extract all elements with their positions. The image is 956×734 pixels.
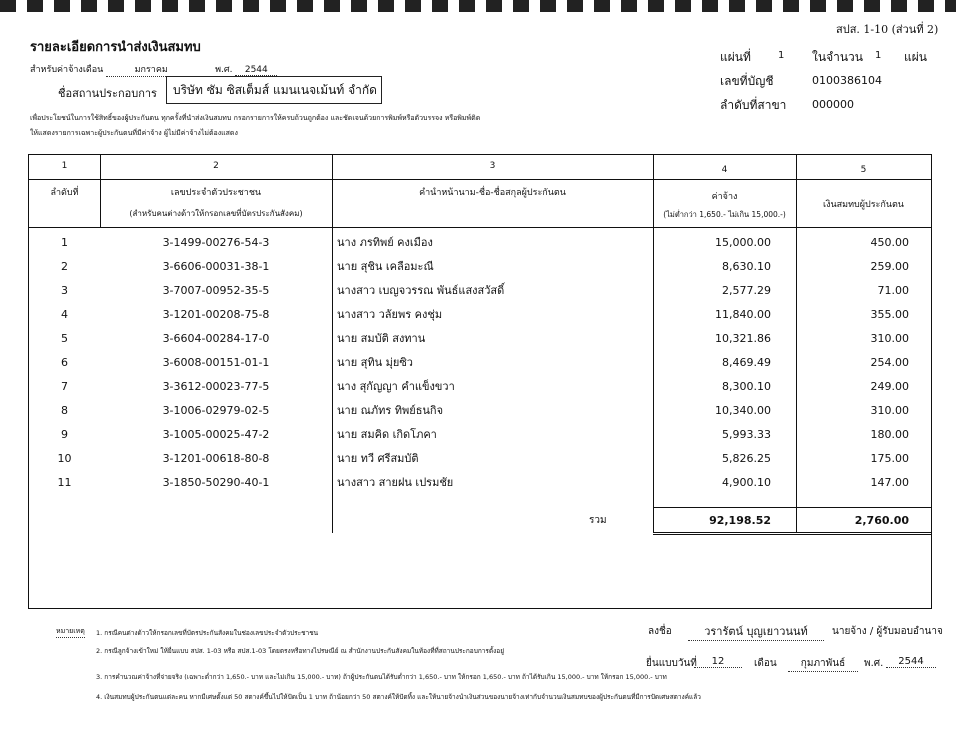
header-wage-range: (ไม่ต่ำกว่า 1,650.- ไม่เกิน 15,000.-) bbox=[663, 210, 786, 219]
row-name: นางสาว สายฝน เปรมชัย bbox=[337, 476, 454, 489]
tractor-feed-perforation bbox=[0, 0, 956, 12]
table-row bbox=[29, 279, 931, 303]
signatory-name: วรารัตน์ บุญเยาวนนท์ bbox=[688, 622, 824, 641]
row-id: 3-6606-00031-38-1 bbox=[162, 260, 270, 273]
period-month: มกราคม bbox=[106, 62, 196, 77]
row-wage: 4,900.10 bbox=[722, 476, 771, 489]
sheet-unit: แผ่น bbox=[904, 50, 927, 64]
footnote-item-1: 1. กรณีคนต่างด้าวให้กรอกเลขที่บัตรประกันสังคมในช่องเลขประจำตัวประชาชน bbox=[96, 629, 319, 637]
row-id: 3-1201-00618-80-8 bbox=[162, 452, 270, 465]
row-id: 3-3612-00023-77-5 bbox=[162, 380, 270, 393]
footnote-label: หมายเหตุ bbox=[56, 626, 85, 638]
instruction-line-2: ให้แสดงรายการเฉพาะผู้ประกันตนที่มีค่าจ้าง ผู้ไม่มีค่าจ้างไม่ต้องแสดง bbox=[30, 129, 238, 137]
header-wage: ค่าจ้าง bbox=[711, 192, 738, 202]
branch-number: 000000 bbox=[812, 98, 854, 111]
period-year-label: พ.ศ. bbox=[215, 65, 233, 75]
row-name: นางสาว เบญจวรรณ พันธ์แสงสวัสดิ์ bbox=[337, 284, 505, 297]
row-name: นาย ทวี ศรีสมบัติ bbox=[337, 452, 419, 465]
col-number-5: 5 bbox=[860, 165, 867, 175]
filing-month-label: เดือน bbox=[754, 658, 777, 669]
row-seq: 10 bbox=[57, 452, 72, 465]
col-number-1: 1 bbox=[61, 161, 68, 171]
sheet-total: 1 bbox=[875, 50, 882, 61]
filing-date-label: ยื่นแบบวันที่ bbox=[646, 658, 697, 669]
row-wage: 8,630.10 bbox=[722, 260, 771, 273]
row-id: 3-1006-02979-02-5 bbox=[162, 404, 270, 417]
form-code: สปส. 1-10 (ส่วนที่ 2) bbox=[836, 23, 939, 36]
branch-label: ลำดับที่สาขา bbox=[720, 98, 787, 112]
row-seq: 8 bbox=[61, 404, 68, 417]
row-contribution: 147.00 bbox=[870, 476, 909, 489]
row-wage: 11,840.00 bbox=[715, 308, 771, 321]
row-id: 3-1850-50290-40-1 bbox=[162, 476, 270, 489]
filing-year: 2544 bbox=[886, 656, 936, 668]
row-id: 3-1201-00208-75-8 bbox=[162, 308, 270, 321]
footnote-item-2: 2. กรณีลูกจ้างเข้าใหม่ ให้ยื่นแบบ สปส. 1-03 หรือ สปส.1-03 โดยตรงหรือทางไปรษณีย์ ณ สำนักงานประกันสังคมในท้องที่ที่สถานประกอบการตั้งอยู่ bbox=[96, 647, 505, 655]
row-wage: 10,321.86 bbox=[715, 332, 771, 345]
row-seq: 6 bbox=[61, 356, 68, 369]
period-line bbox=[30, 62, 277, 77]
row-name: นาย สมบัติ สงทาน bbox=[337, 332, 426, 345]
table-row bbox=[29, 447, 931, 471]
table-row bbox=[29, 399, 931, 423]
row-seq: 3 bbox=[61, 284, 68, 297]
header-seq: ลำดับที่ bbox=[50, 188, 79, 198]
filing-year-label: พ.ศ. bbox=[864, 658, 884, 669]
row-wage: 8,469.49 bbox=[722, 356, 771, 369]
table-row bbox=[29, 423, 931, 447]
row-name: นาย สมคิด เกิดโภคา bbox=[337, 428, 437, 441]
table-row bbox=[29, 255, 931, 279]
employer-label: ชื่อสถานประกอบการ bbox=[58, 87, 157, 100]
table-row bbox=[29, 471, 931, 495]
row-wage: 8,300.10 bbox=[722, 380, 771, 393]
row-name: นาง สุกัญญา คำแข็งขวา bbox=[337, 380, 455, 393]
filing-day: 12 bbox=[694, 656, 742, 668]
table-row bbox=[29, 351, 931, 375]
table-row bbox=[29, 375, 931, 399]
row-wage: 5,826.25 bbox=[722, 452, 771, 465]
row-contribution: 355.00 bbox=[870, 308, 909, 321]
period-label: สำหรับค่าจ้างเดือน bbox=[30, 65, 104, 75]
row-id: 3-6008-00151-01-1 bbox=[162, 356, 270, 369]
total-contribution: 2,760.00 bbox=[854, 514, 909, 527]
sheet-label: แผ่นที่ bbox=[720, 50, 751, 64]
row-wage: 5,993.33 bbox=[722, 428, 771, 441]
period-year: 2544 bbox=[235, 65, 277, 76]
row-contribution: 180.00 bbox=[870, 428, 909, 441]
table-row bbox=[29, 303, 931, 327]
employer-name-box: บริษัท ซัม ซิสเต็มส์ แมนเนจเม้นท์ จำกัด bbox=[166, 76, 382, 104]
row-name: นาย ณภัทร ทิพย์ธนกิจ bbox=[337, 404, 444, 417]
instruction-line-1: เพื่อประโยชน์ในการใช้สิทธิ์ของผู้ประกันตน ทุกครั้งที่นำส่งเงินสมทบ กรอกรายการให้ครบถ้วนถูกต้อง และชัดเจนด้วยการพิมพ์หรือตัวบรรจง หรือพิมพ์ติด bbox=[30, 114, 481, 122]
col-number-2: 2 bbox=[213, 161, 219, 171]
header-name: คำนำหน้านาม-ชื่อ-ชื่อสกุลผู้ประกันตน bbox=[419, 188, 566, 198]
row-id: 3-1499-00276-54-3 bbox=[162, 236, 270, 249]
signatory-role: นายจ้าง / ผู้รับมอบอำนาจ bbox=[832, 626, 943, 637]
header-id-note: (สำหรับคนต่างด้าวให้กรอกเลขที่บัตรประกันสังคม) bbox=[129, 209, 303, 218]
row-wage: 10,340.00 bbox=[715, 404, 771, 417]
sheet-of-label: ในจำนวน bbox=[812, 50, 863, 64]
total-row bbox=[29, 509, 931, 533]
row-divider bbox=[29, 227, 931, 228]
row-seq: 9 bbox=[61, 428, 68, 441]
footnote-item-4: 4. เงินสมทบผู้ประกันตนแต่ละคน หากมีเศษตั้งแต่ 50 สตางค์ขึ้นไปให้ปัดเป็น 1 บาท ถ้าน้อยกว่า 50 สตางค์ให้ปัดทิ้ง และให้นายจ้างนำเงินส่วนของนายจ้างเท่ากับจำนวนเงินสมทบของผู้ประกันตนที่มีการปัดเศษสตางค์แล้ว bbox=[96, 693, 701, 701]
row-name: นาง ภรทิพย์ คงเมือง bbox=[337, 236, 433, 249]
header-contribution: เงินสมทบผู้ประกันตน bbox=[823, 200, 904, 210]
row-id: 3-1005-00025-47-2 bbox=[162, 428, 270, 441]
table-row bbox=[29, 327, 931, 351]
row-seq: 2 bbox=[61, 260, 68, 273]
row-seq: 4 bbox=[61, 308, 68, 321]
row-contribution: 71.00 bbox=[877, 284, 909, 297]
insured-persons-table bbox=[28, 154, 932, 609]
filing-month: กุมภาพันธ์ bbox=[788, 656, 858, 672]
row-contribution: 254.00 bbox=[870, 356, 909, 369]
row-name: นางสาว วลัยพร คงชุ่ม bbox=[337, 308, 443, 321]
account-label: เลขที่บัญชี bbox=[720, 74, 774, 88]
row-contribution: 450.00 bbox=[870, 236, 909, 249]
row-seq: 1 bbox=[61, 236, 68, 249]
total-top-rule bbox=[653, 507, 931, 508]
row-wage: 2,577.29 bbox=[722, 284, 771, 297]
row-contribution: 310.00 bbox=[870, 404, 909, 417]
col-number-3: 3 bbox=[489, 161, 496, 171]
table-row bbox=[29, 231, 931, 255]
row-contribution: 310.00 bbox=[870, 332, 909, 345]
total-wage: 92,198.52 bbox=[709, 514, 771, 527]
account-number: 0100386104 bbox=[812, 74, 882, 87]
header-id: เลขประจำตัวประชาชน bbox=[170, 188, 262, 198]
row-contribution: 259.00 bbox=[870, 260, 909, 273]
row-seq: 7 bbox=[61, 380, 68, 393]
row-divider bbox=[29, 179, 931, 180]
footnote-item-3: 3. การคำนวณค่าจ้างที่จ่ายจริง (เฉพาะต่ำกว่า 1,650.- บาท และไม่เกิน 15,000.- บาท) ถ้าผู้ประกันตนได้รับต่ำกว่า 1,650.- บาท ให้กรอก 1,650.- บาท ถ้าได้รับเกิน 15,000.- บาท ให้กรอก 15,000.- บาท bbox=[96, 673, 667, 681]
row-seq: 5 bbox=[61, 332, 68, 345]
row-seq: 11 bbox=[57, 476, 72, 489]
row-contribution: 175.00 bbox=[870, 452, 909, 465]
row-name: นาย สุชิน เคลือมะณี bbox=[337, 260, 434, 273]
col-number-4: 4 bbox=[721, 165, 728, 175]
total-label: รวม bbox=[589, 515, 607, 526]
page-title: รายละเอียดการนำส่งเงินสมทบ bbox=[30, 40, 201, 55]
row-wage: 15,000.00 bbox=[715, 236, 771, 249]
sheet-number: 1 bbox=[778, 50, 785, 61]
signature-label: ลงชื่อ bbox=[648, 626, 672, 637]
row-contribution: 249.00 bbox=[870, 380, 909, 393]
row-id: 3-6604-00284-17-0 bbox=[162, 332, 270, 345]
row-id: 3-7007-00952-35-5 bbox=[162, 284, 270, 297]
row-name: นาย สุทิน มุ่ยซิว bbox=[337, 356, 413, 369]
